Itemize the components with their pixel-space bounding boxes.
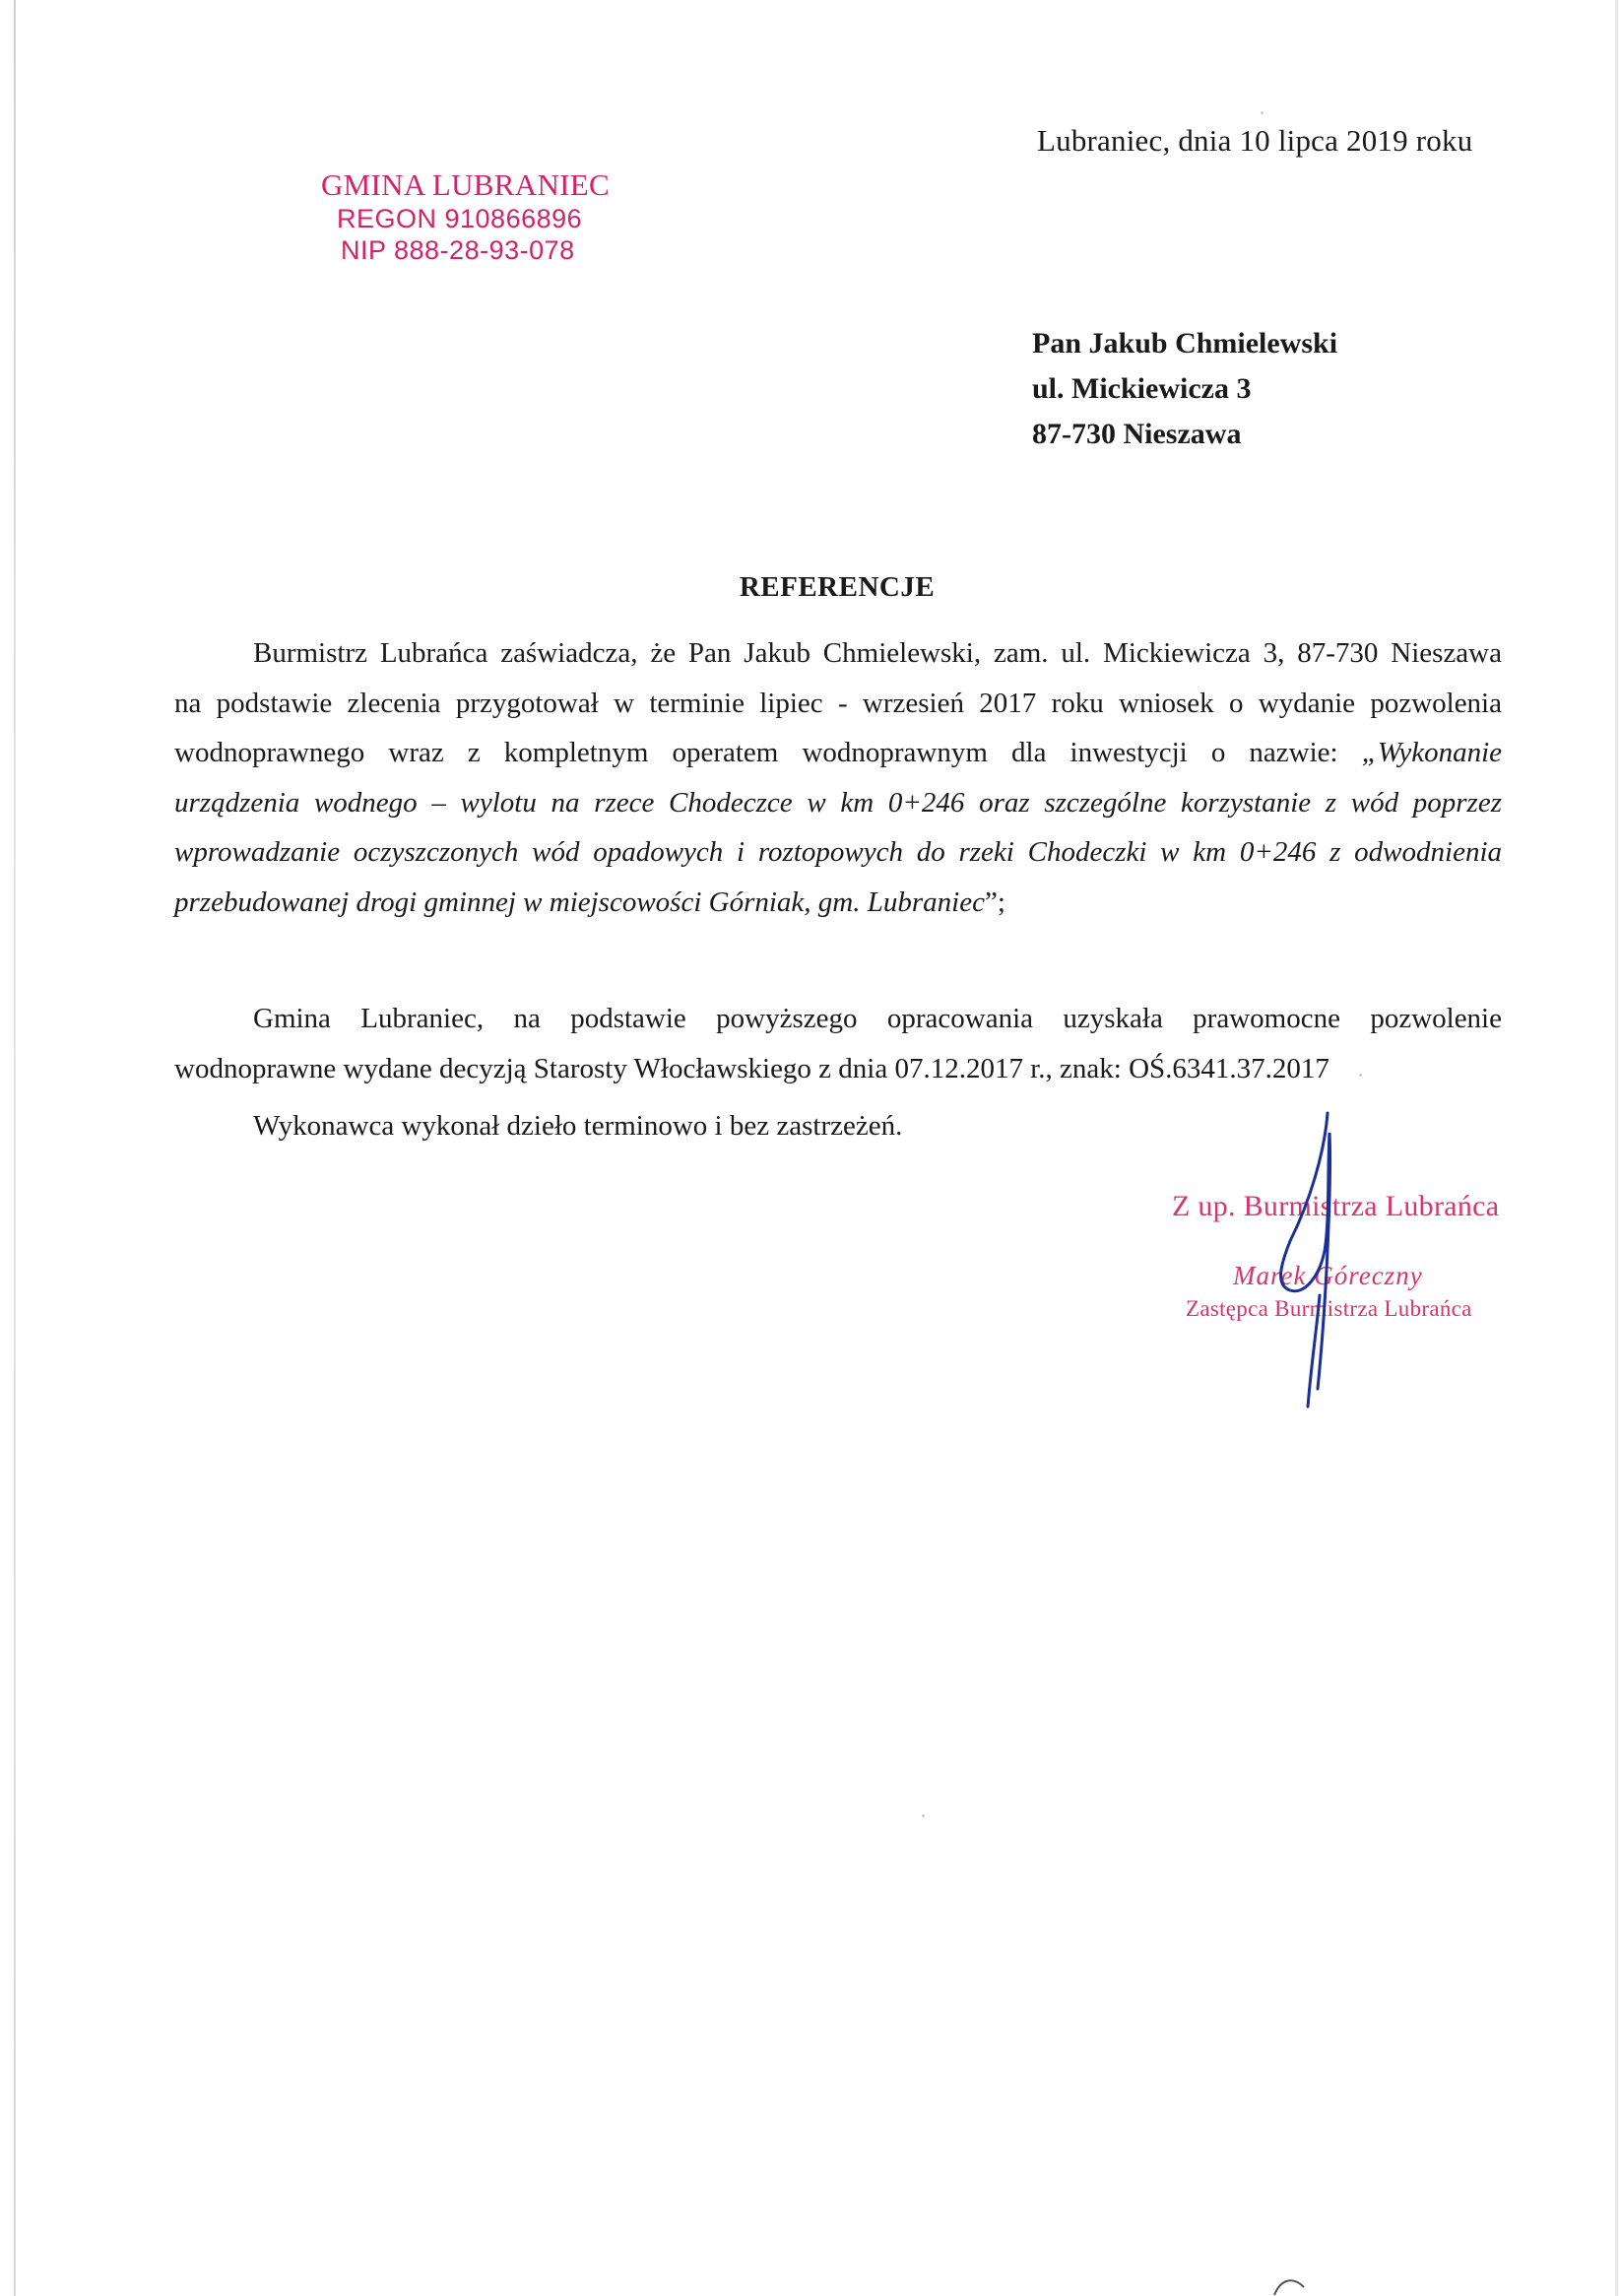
signature-name-stamp: Marek Góreczny (1233, 1261, 1423, 1290)
investment-name-line: urządzenia wodnego – wylotu na rzece Chodeczce w km 0+246 oraz szczególne korzystanie z wód poprzez (174, 786, 1502, 819)
scan-right-edge (1615, 0, 1618, 2296)
paragraph-line-text: wodnoprawnego wraz z kompletnym operatem wodnoprawnym dla inwestycji o nazwie: (174, 737, 1338, 768)
addressee-name: Pan Jakub Chmielewski (1032, 327, 1338, 360)
addressee-city: 87-730 Nieszawa (1032, 418, 1242, 450)
stamp-municipality-name: GMINA LUBRANIEC (321, 167, 610, 202)
scan-speck (1261, 111, 1264, 114)
scan-speck (1359, 1074, 1362, 1077)
signature-title-stamp: Zastępca Burmistrza Lubrańca (1186, 1296, 1472, 1321)
place-and-date: Lubraniec, dnia 10 lipca 2019 roku (1037, 123, 1473, 158)
stamp-nip: NIP 888-28-93-078 (341, 235, 575, 265)
addressee-block (1032, 321, 1337, 457)
scan-left-edge (14, 0, 16, 2296)
paragraph-line: wodnoprawne wydane decyzją Starosty Włocławskiego z dnia 07.12.2017 r., znak: OŚ.6341.37.2017 (174, 1052, 1329, 1084)
paragraph-permit (174, 994, 1502, 1093)
paragraph-line: Burmistrz Lubrańca zaświadcza, że Pan Jakub Chmielewski, zam. ul. Mickiewicza 3, 87-730 Nieszawa (253, 637, 1502, 669)
municipality-stamp (321, 169, 610, 269)
handwritten-signature (1270, 1093, 1369, 1418)
scan-mark (1270, 2265, 1310, 2296)
investment-name-start: „Wykonanie (1361, 737, 1502, 768)
paragraph-line: Gmina Lubraniec, na podstawie powyższego opracowania uzyskała prawomocne pozwolenie (253, 1003, 1502, 1034)
paragraph-certification (174, 628, 1502, 927)
investment-name-line: wprowadzanie oczyszczonych wód opadowych i roztopowych do rzeki Chodeczki w km 0+246 z odwodnienia (174, 836, 1502, 868)
investment-name-end: przebudowanej drogi gminnej w miejscowości Górniak, gm. Lubraniec (174, 886, 985, 918)
scan-speck (922, 1814, 925, 1817)
paragraph-line: Wykonawca wykonał dzieło terminowo i bez zastrzeżeń. (253, 1110, 903, 1142)
closing-quote: ”; (984, 886, 1005, 918)
paragraph-line (174, 878, 1502, 928)
signature-role-stamp: Z up. Burmistrza Lubrańca (1172, 1190, 1500, 1222)
stamp-regon: REGON 910866896 (337, 204, 583, 233)
paragraph-line (174, 728, 1502, 778)
paragraph-line: na podstawie zlecenia przygotował w terminie lipiec - wrzesień 2017 roku wniosek o wydanie pozwolenia (174, 687, 1502, 719)
document-title: REFERENCJE (739, 571, 936, 603)
addressee-street: ul. Mickiewicza 3 (1032, 372, 1252, 405)
